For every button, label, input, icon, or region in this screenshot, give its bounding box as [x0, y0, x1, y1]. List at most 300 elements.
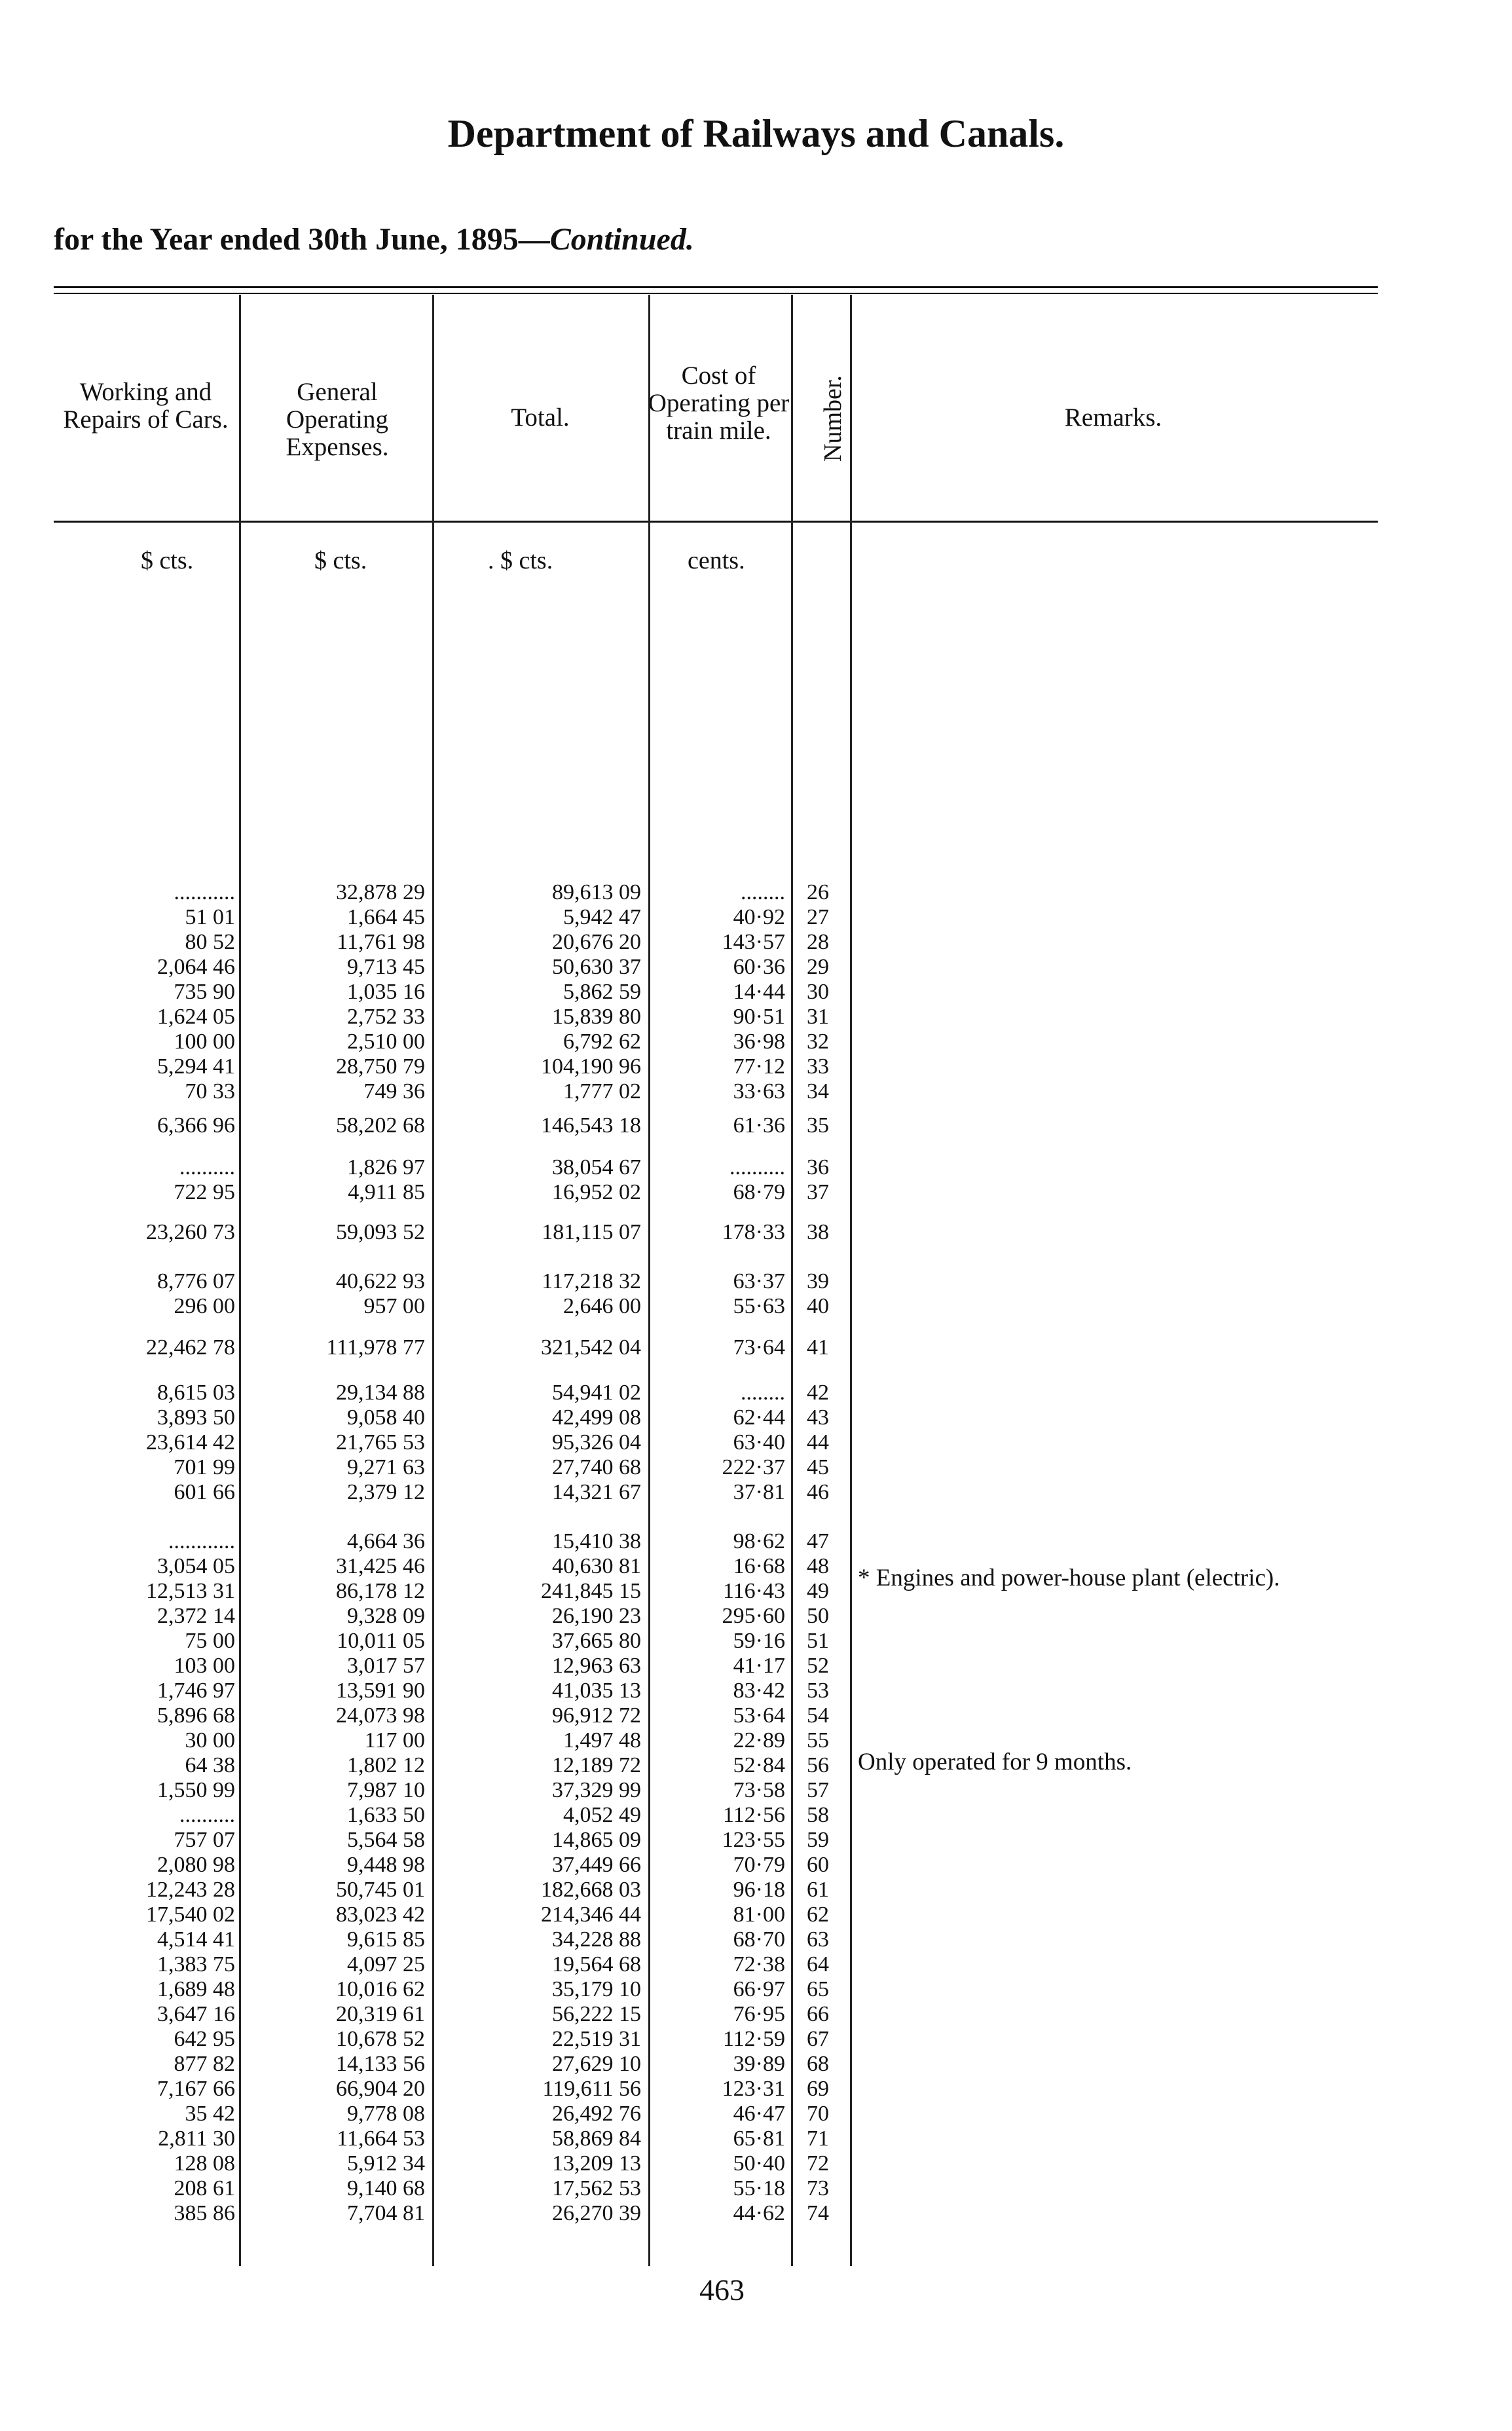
- cell-cost: ..........: [729, 1155, 785, 1179]
- cell-total: 12,963 63: [552, 1654, 641, 1678]
- cell-cost: 63·40: [733, 1430, 785, 1455]
- cell-working: 12,243 28: [146, 1878, 235, 1902]
- cell-number: 71: [807, 2126, 829, 2151]
- cell-working: 701 99: [174, 1455, 235, 1479]
- cell-general: 86,178 12: [336, 1579, 425, 1603]
- cell-cost: 55·18: [733, 2176, 785, 2200]
- cell-total: 182,668 03: [541, 1878, 641, 1902]
- cell-cost: 59·16: [733, 1629, 785, 1653]
- units-cost: cents.: [688, 547, 745, 574]
- cell-total: 38,054 67: [552, 1155, 641, 1179]
- cell-cost: 116·43: [722, 1579, 785, 1603]
- table-row: [0, 1778, 1512, 1804]
- cell-cost: 60·36: [733, 955, 785, 979]
- cell-cost: 36·98: [733, 1030, 785, 1054]
- cell-total: 96,912 72: [552, 1703, 641, 1728]
- cell-working: 2,372 14: [157, 1604, 235, 1628]
- cell-cost: 55·63: [733, 1294, 785, 1318]
- cell-cost: 65·81: [733, 2126, 785, 2151]
- cell-cost: 70·79: [733, 1853, 785, 1877]
- cell-number: 64: [807, 1952, 829, 1976]
- cell-cost: 61·36: [733, 1113, 785, 1138]
- cell-cost: 37·81: [733, 1480, 785, 1504]
- cell-working: 5,896 68: [157, 1703, 235, 1728]
- cell-working: 23,614 42: [146, 1430, 235, 1455]
- cell-number: 26: [807, 880, 829, 904]
- table-row: [0, 1703, 1512, 1730]
- cell-number: 32: [807, 1030, 829, 1054]
- cell-total: 5,942 47: [563, 905, 641, 929]
- table-row: [0, 1654, 1512, 1680]
- cell-general: 111,978 77: [326, 1335, 425, 1360]
- cell-number: 55: [807, 1728, 829, 1753]
- cell-cost: 143·57: [722, 930, 785, 954]
- cell-cost: ........: [741, 880, 785, 904]
- cell-general: 2,752 33: [347, 1005, 425, 1029]
- table-row: [0, 1030, 1512, 1056]
- cell-working: 64 38: [185, 1753, 235, 1777]
- cell-working: 385 86: [174, 2201, 235, 2225]
- cell-cost: 295·60: [722, 1604, 785, 1628]
- cell-working: 12,513 31: [146, 1579, 235, 1603]
- cell-working: 17,540 02: [146, 1902, 235, 1927]
- table-row: [0, 1430, 1512, 1457]
- cell-number: 43: [807, 1405, 829, 1430]
- cell-general: 9,778 08: [347, 2102, 425, 2126]
- cell-total: 2,646 00: [563, 1294, 641, 1318]
- table-row: [0, 1180, 1512, 1206]
- cell-general: 3,017 57: [347, 1654, 425, 1678]
- cell-number: 51: [807, 1629, 829, 1653]
- units-working: $ cts.: [141, 547, 194, 574]
- table-row: [0, 1579, 1512, 1605]
- cell-working: 23,260 73: [146, 1220, 235, 1244]
- cell-number: 62: [807, 1902, 829, 1927]
- subtitle-main: for the Year ended 30th June, 1895—: [54, 222, 550, 257]
- table-row: [0, 2052, 1512, 2078]
- cell-working: 8,615 03: [157, 1381, 235, 1405]
- cell-cost: 178·33: [722, 1220, 785, 1244]
- cell-total: 321,542 04: [541, 1335, 641, 1360]
- cell-working: 30 00: [185, 1728, 235, 1753]
- cell-number: 61: [807, 1878, 829, 1902]
- table-row: [0, 905, 1512, 931]
- cell-working: 757 07: [174, 1828, 235, 1852]
- cell-working: 70 33: [185, 1079, 235, 1104]
- cell-working: 8,776 07: [157, 1269, 235, 1293]
- cell-general: 10,678 52: [336, 2027, 425, 2051]
- cell-number: 49: [807, 1579, 829, 1603]
- cell-cost: 123·55: [722, 1828, 785, 1852]
- table-row: [0, 955, 1512, 981]
- header-rule: [54, 521, 1378, 523]
- header-general: General Operating Expenses.: [286, 378, 389, 461]
- cell-total: 14,321 67: [552, 1480, 641, 1504]
- cell-cost: 222·37: [722, 1455, 785, 1479]
- cell-number: 36: [807, 1155, 829, 1179]
- units-total: . $ cts.: [488, 547, 553, 574]
- cell-total: 6,792 62: [563, 1030, 641, 1054]
- cell-number: 34: [807, 1079, 829, 1104]
- cell-working: 877 82: [174, 2052, 235, 2076]
- cell-general: 1,802 12: [347, 1753, 425, 1777]
- cell-working: 296 00: [174, 1294, 235, 1318]
- cell-general: 24,073 98: [336, 1703, 425, 1728]
- cell-working: 1,689 48: [157, 1977, 235, 2001]
- cell-number: 73: [807, 2176, 829, 2200]
- cell-total: 37,329 99: [552, 1778, 641, 1802]
- cell-total: 119,611 56: [542, 2077, 641, 2101]
- table-row: [0, 1902, 1512, 1929]
- cell-general: 66,904 20: [336, 2077, 425, 2101]
- cell-working: 1,746 97: [157, 1679, 235, 1703]
- cell-total: 37,449 66: [552, 1853, 641, 1877]
- cell-general: 9,448 98: [347, 1853, 425, 1877]
- cell-total: 241,845 15: [541, 1579, 641, 1603]
- header-working: Working and Repairs of Cars.: [63, 378, 229, 434]
- cell-working: 2,811 30: [158, 2126, 235, 2151]
- cell-cost: 83·42: [733, 1679, 785, 1703]
- cell-cost: 46·47: [733, 2102, 785, 2126]
- table-row: [0, 1554, 1512, 1580]
- cell-general: 9,271 63: [347, 1455, 425, 1479]
- cell-working: ..........: [179, 1803, 235, 1827]
- cell-cost: 90·51: [733, 1005, 785, 1029]
- cell-total: 5,862 59: [563, 980, 641, 1004]
- cell-general: 1,826 97: [347, 1155, 425, 1179]
- cell-working: 601 66: [174, 1480, 235, 1504]
- cell-general: 7,704 81: [347, 2201, 425, 2225]
- cell-number: 72: [807, 2151, 829, 2176]
- cell-general: 21,765 53: [336, 1430, 425, 1455]
- cell-total: 42,499 08: [552, 1405, 641, 1430]
- cell-general: 9,328 09: [347, 1604, 425, 1628]
- cell-cost: 53·64: [733, 1703, 785, 1728]
- cell-number: 27: [807, 905, 829, 929]
- cell-cost: 44·62: [733, 2201, 785, 2225]
- cell-total: 12,189 72: [552, 1753, 641, 1777]
- cell-total: 146,543 18: [541, 1113, 641, 1138]
- cell-general: 4,664 36: [347, 1529, 425, 1553]
- table-row: [0, 1828, 1512, 1854]
- cell-total: 181,115 07: [542, 1220, 641, 1244]
- cell-working: 100 00: [174, 1030, 235, 1054]
- table-row: [0, 2002, 1512, 2028]
- cell-cost: 50·40: [733, 2151, 785, 2176]
- table-row: [0, 1079, 1512, 1105]
- cell-total: 54,941 02: [552, 1381, 641, 1405]
- table-row: [0, 1604, 1512, 1630]
- cell-number: 29: [807, 955, 829, 979]
- cell-cost: 73·64: [733, 1335, 785, 1360]
- cell-cost: 76·95: [733, 2002, 785, 2026]
- cell-total: 15,410 38: [552, 1529, 641, 1553]
- cell-total: 104,190 96: [541, 1054, 641, 1079]
- cell-working: 1,383 75: [157, 1952, 235, 1976]
- cell-working: 5,294 41: [157, 1054, 235, 1079]
- page-subtitle: [54, 221, 694, 257]
- cell-general: 28,750 79: [336, 1054, 425, 1079]
- cell-number: 48: [807, 1554, 829, 1578]
- cell-general: 11,761 98: [337, 930, 425, 954]
- cell-cost: 22·89: [733, 1728, 785, 1753]
- table-row: [0, 880, 1512, 906]
- table-row: [0, 2151, 1512, 2178]
- table-row: [0, 2077, 1512, 2103]
- cell-working: 208 61: [174, 2176, 235, 2200]
- header-cost: Cost of Operating per train mile.: [648, 362, 790, 445]
- cell-general: 2,379 12: [347, 1480, 425, 1504]
- table-row: [0, 930, 1512, 956]
- cell-working: 7,167 66: [157, 2077, 235, 2101]
- cell-number: 58: [807, 1803, 829, 1827]
- cell-total: 117,218 32: [542, 1269, 641, 1293]
- cell-cost: 72·38: [733, 1952, 785, 1976]
- table-row: [0, 1952, 1512, 1978]
- table-row: [0, 1381, 1512, 1407]
- cell-working: 3,647 16: [157, 2002, 235, 2026]
- top-rule-2: [54, 293, 1378, 294]
- cell-cost: 16·68: [733, 1554, 785, 1578]
- cell-total: 13,209 13: [552, 2151, 641, 2176]
- cell-working: 35 42: [185, 2102, 235, 2126]
- table-row: [0, 1220, 1512, 1246]
- cell-cost: 41·17: [733, 1654, 785, 1678]
- cell-number: 33: [807, 1054, 829, 1079]
- cell-number: 37: [807, 1180, 829, 1204]
- cell-working: 4,514 41: [157, 1927, 235, 1952]
- cell-number: 67: [807, 2027, 829, 2051]
- page-title: Department of Railways and Canals.: [447, 112, 1065, 155]
- cell-working: 6,366 96: [157, 1113, 235, 1138]
- cell-total: 37,665 80: [552, 1629, 641, 1653]
- cell-number: 53: [807, 1679, 829, 1703]
- cell-total: 20,676 20: [552, 930, 641, 954]
- cell-cost: 96·18: [733, 1878, 785, 1902]
- cell-cost: 73·58: [733, 1778, 785, 1802]
- cell-general: 7,987 10: [347, 1778, 425, 1802]
- table-row: [0, 1679, 1512, 1705]
- cell-working: 2,080 98: [157, 1853, 235, 1877]
- cell-cost: 112·59: [722, 2027, 785, 2051]
- cell-total: 89,613 09: [552, 880, 641, 904]
- cell-total: 22,519 31: [552, 2027, 641, 2051]
- cell-number: 60: [807, 1853, 829, 1877]
- cell-number: 59: [807, 1828, 829, 1852]
- table-row: [0, 1054, 1512, 1081]
- cell-number: 65: [807, 1977, 829, 2001]
- cell-general: 2,510 00: [347, 1030, 425, 1054]
- cell-working: ..........: [179, 1155, 235, 1179]
- top-rule-1: [54, 286, 1378, 288]
- cell-total: 26,190 23: [552, 1604, 641, 1628]
- cell-total: 17,562 53: [552, 2176, 641, 2200]
- cell-total: 34,228 88: [552, 1927, 641, 1952]
- table-row: [0, 2176, 1512, 2202]
- page-number: 463: [699, 2273, 745, 2307]
- cell-general: 957 00: [363, 1294, 425, 1318]
- table-row: [0, 1927, 1512, 1954]
- cell-general: 1,664 45: [347, 905, 425, 929]
- cell-general: 20,319 61: [336, 2002, 425, 2026]
- cell-cost: 63·37: [733, 1269, 785, 1293]
- table-row: [0, 1155, 1512, 1181]
- cell-total: 40,630 81: [552, 1554, 641, 1578]
- table-row: [0, 1803, 1512, 1829]
- cell-cost: 68·79: [733, 1180, 785, 1204]
- cell-working: 722 95: [174, 1180, 235, 1204]
- cell-number: 57: [807, 1778, 829, 1802]
- cell-cost: 68·70: [733, 1927, 785, 1952]
- cell-working: 2,064 46: [157, 955, 235, 979]
- cell-general: 14,133 56: [336, 2052, 425, 2076]
- cell-general: 59,093 52: [336, 1220, 425, 1244]
- cell-total: 26,492 76: [552, 2102, 641, 2126]
- cell-general: 9,140 68: [347, 2176, 425, 2200]
- cell-number: 41: [807, 1335, 829, 1360]
- cell-total: 15,839 80: [552, 1005, 641, 1029]
- cell-general: 58,202 68: [336, 1113, 425, 1138]
- cell-number: 50: [807, 1604, 829, 1628]
- cell-cost: 123·31: [722, 2077, 785, 2101]
- cell-working: 3,893 50: [157, 1405, 235, 1430]
- cell-number: 69: [807, 2077, 829, 2101]
- cell-total: 14,865 09: [552, 1828, 641, 1852]
- cell-total: 58,869 84: [552, 2126, 641, 2151]
- cell-total: 27,629 10: [552, 2052, 641, 2076]
- cell-working: 1,624 05: [157, 1005, 235, 1029]
- units-general: $ cts.: [314, 547, 367, 574]
- cell-total: 35,179 10: [552, 1977, 641, 2001]
- cell-general: 749 36: [363, 1079, 425, 1104]
- cell-general: 29,134 88: [336, 1381, 425, 1405]
- cell-total: 95,326 04: [552, 1430, 641, 1455]
- table-row: [0, 2102, 1512, 2128]
- cell-working: 3,054 05: [157, 1554, 235, 1578]
- cell-total: 1,777 02: [563, 1079, 641, 1104]
- cell-total: 16,952 02: [552, 1180, 641, 1204]
- cell-cost: 112·56: [722, 1803, 785, 1827]
- cell-number: 52: [807, 1654, 829, 1678]
- table-row: [0, 1113, 1512, 1140]
- cell-number: 63: [807, 1927, 829, 1952]
- subtitle-continued: Continued.: [549, 222, 694, 257]
- cell-number: 30: [807, 980, 829, 1004]
- header-remarks: Remarks.: [1064, 403, 1162, 432]
- cell-number: 66: [807, 2002, 829, 2026]
- table-row: [0, 1753, 1512, 1779]
- header-number: Number.: [819, 375, 847, 462]
- cell-total: 214,346 44: [541, 1902, 641, 1927]
- cell-working: 128 08: [174, 2151, 235, 2176]
- cell-working: 80 52: [185, 930, 235, 954]
- cell-general: 5,564 58: [347, 1828, 425, 1852]
- cell-number: 28: [807, 930, 829, 954]
- cell-cost: 66·97: [733, 1977, 785, 2001]
- table-row: [0, 1455, 1512, 1481]
- cell-general: 13,591 90: [336, 1679, 425, 1703]
- cell-number: 35: [807, 1113, 829, 1138]
- table-row: [0, 1878, 1512, 1904]
- cell-number: 47: [807, 1529, 829, 1553]
- cell-working: 1,550 99: [157, 1778, 235, 1802]
- cell-cost: 77·12: [733, 1054, 785, 1079]
- cell-general: 4,097 25: [347, 1952, 425, 1976]
- remark-row-48: * Engines and power-house plant (electric).: [858, 1565, 1280, 1591]
- cell-general: 50,745 01: [336, 1878, 425, 1902]
- cell-general: 5,912 34: [347, 2151, 425, 2176]
- cell-total: 26,270 39: [552, 2201, 641, 2225]
- table-row: [0, 1005, 1512, 1031]
- table-row: [0, 2027, 1512, 2053]
- cell-total: 1,497 48: [563, 1728, 641, 1753]
- cell-working: 22,462 78: [146, 1335, 235, 1360]
- cell-general: 11,664 53: [337, 2126, 425, 2151]
- cell-total: 50,630 37: [552, 955, 641, 979]
- cell-cost: 33·63: [733, 1079, 785, 1104]
- cell-number: 31: [807, 1005, 829, 1029]
- header-total: Total.: [511, 403, 570, 432]
- cell-number: 44: [807, 1430, 829, 1455]
- cell-number: 74: [807, 2201, 829, 2225]
- cell-working: 642 95: [174, 2027, 235, 2051]
- cell-cost: 98·62: [733, 1529, 785, 1553]
- cell-number: 42: [807, 1381, 829, 1405]
- table-row: [0, 1405, 1512, 1432]
- cell-working: 735 90: [174, 980, 235, 1004]
- cell-number: 45: [807, 1455, 829, 1479]
- cell-general: 32,878 29: [336, 880, 425, 904]
- cell-general: 9,058 40: [347, 1405, 425, 1430]
- cell-number: 70: [807, 2102, 829, 2126]
- table-row: [0, 980, 1512, 1006]
- cell-general: 1,633 50: [347, 1803, 425, 1827]
- cell-working: ............: [168, 1529, 235, 1553]
- cell-general: 40,622 93: [336, 1269, 425, 1293]
- cell-general: 83,023 42: [336, 1902, 425, 1927]
- cell-cost: 81·00: [733, 1902, 785, 1927]
- cell-cost: ........: [741, 1381, 785, 1405]
- cell-general: 10,011 05: [337, 1629, 425, 1653]
- cell-cost: 52·84: [733, 1753, 785, 1777]
- cell-working: 103 00: [174, 1654, 235, 1678]
- cell-total: 56,222 15: [552, 2002, 641, 2026]
- cell-cost: 39·89: [733, 2052, 785, 2076]
- table-row: [0, 1728, 1512, 1754]
- cell-general: 9,713 45: [347, 955, 425, 979]
- cell-general: 1,035 16: [347, 980, 425, 1004]
- cell-total: 4,052 49: [563, 1803, 641, 1827]
- cell-general: 9,615 85: [347, 1927, 425, 1952]
- cell-working: 75 00: [185, 1629, 235, 1653]
- table-row: [0, 1977, 1512, 2003]
- table-row: [0, 1480, 1512, 1506]
- cell-general: 31,425 46: [336, 1554, 425, 1578]
- cell-general: 4,911 85: [348, 1180, 425, 1204]
- table-row: [0, 1294, 1512, 1320]
- cell-total: 41,035 13: [552, 1679, 641, 1703]
- cell-total: 19,564 68: [552, 1952, 641, 1976]
- cell-number: 68: [807, 2052, 829, 2076]
- cell-working: ...........: [174, 880, 235, 904]
- table-row: [0, 1529, 1512, 1555]
- cell-cost: 62·44: [733, 1405, 785, 1430]
- cell-number: 56: [807, 1753, 829, 1777]
- cell-number: 39: [807, 1269, 829, 1293]
- remark-row-55: Only operated for 9 months.: [858, 1749, 1132, 1775]
- cell-number: 54: [807, 1703, 829, 1728]
- cell-working: 51 01: [185, 905, 235, 929]
